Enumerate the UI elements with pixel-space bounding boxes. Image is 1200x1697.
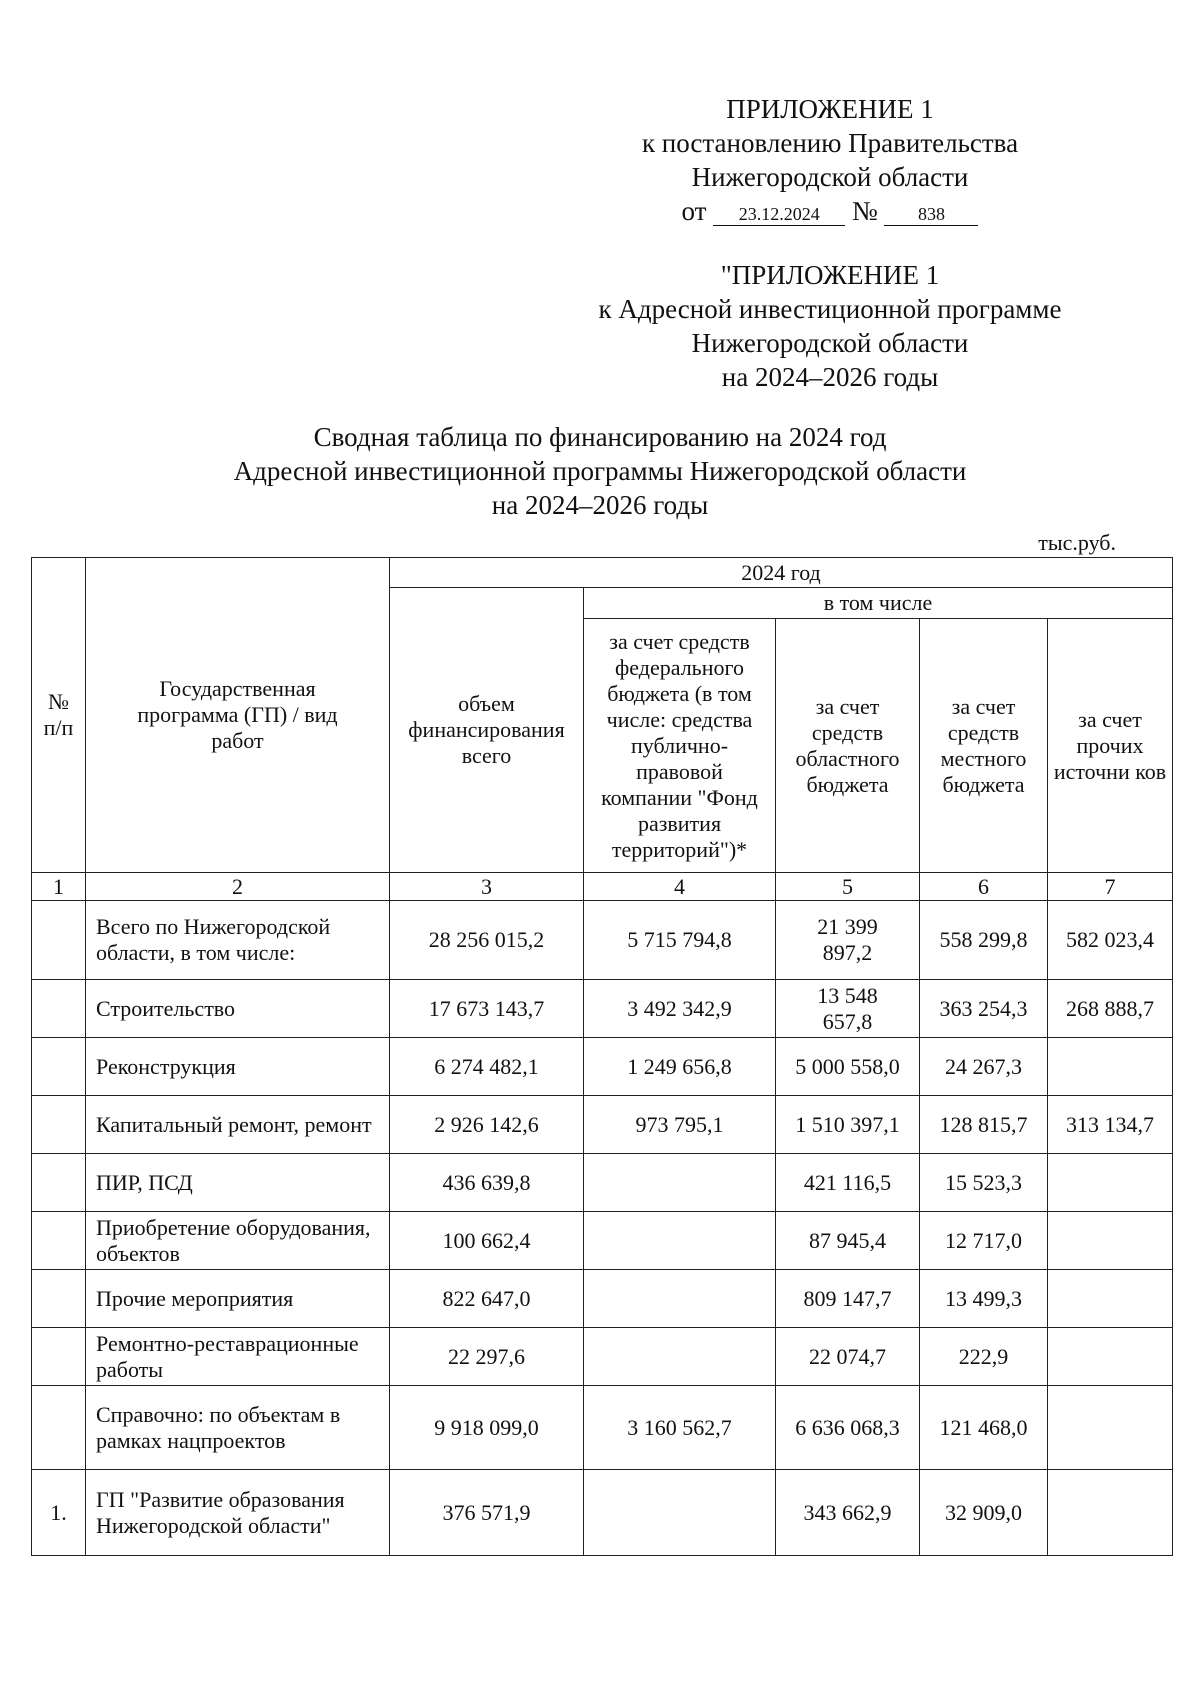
row-name: ГП "Развитие образования Нижегородской области"	[86, 1470, 390, 1556]
row-name: Прочие мероприятия	[86, 1270, 390, 1328]
decree-date: 23.12.2024	[713, 203, 845, 226]
cell-regional: 809 147,7	[776, 1270, 920, 1328]
cell-federal: 973 795,1	[584, 1096, 776, 1154]
row-num	[32, 980, 86, 1038]
row-num	[32, 1096, 86, 1154]
cell-regional: 343 662,9	[776, 1470, 920, 1556]
cell-local: 363 254,3	[920, 980, 1048, 1038]
cell-total: 100 662,4	[390, 1212, 584, 1270]
cell-local: 15 523,3	[920, 1154, 1048, 1212]
row-name: Строительство	[86, 980, 390, 1038]
cell-federal: 1 249 656,8	[584, 1038, 776, 1096]
table-row	[32, 1328, 1173, 1386]
appendix-title: ПРИЛОЖЕНИЕ 1	[726, 94, 934, 124]
decree-date-line	[560, 194, 1100, 228]
header-num: № п/п	[32, 558, 86, 873]
cell-regional: 5 000 558,0	[776, 1038, 920, 1096]
row-name: ПИР, ПСД	[86, 1154, 390, 1212]
header-other: за счет прочих источни ков	[1048, 619, 1173, 873]
program-appendix-title: "ПРИЛОЖЕНИЕ 1	[720, 260, 940, 290]
decree-line-1: к постановлению Правительства	[641, 128, 1019, 158]
cell-other: 582 023,4	[1048, 901, 1173, 980]
title-line-3: на 2024–2026 годы	[491, 490, 709, 520]
row-name: Ремонтно-реставрационные работы	[86, 1328, 390, 1386]
header-year: 2024 год	[390, 558, 1173, 588]
row-num	[32, 1270, 86, 1328]
col-number: 7	[1048, 873, 1173, 901]
cell-other: 313 134,7	[1048, 1096, 1173, 1154]
col-number: 5	[776, 873, 920, 901]
cell-other	[1048, 1328, 1173, 1386]
cell-local: 222,9	[920, 1328, 1048, 1386]
cell-other: 268 888,7	[1048, 980, 1173, 1038]
row-name: Всего по Нижегородской области, в том числе:	[86, 901, 390, 980]
col-number: 6	[920, 873, 1048, 901]
appendix-header	[560, 92, 1100, 228]
cell-other	[1048, 1212, 1173, 1270]
header-local: за счет средств местного бюджета	[920, 619, 1048, 873]
program-line-1: к Адресной инвестиционной программе	[598, 294, 1062, 324]
table-row	[32, 901, 1173, 980]
row-name: Капитальный ремонт, ремонт	[86, 1096, 390, 1154]
cell-total: 22 297,6	[390, 1328, 584, 1386]
table-row	[32, 1038, 1173, 1096]
cell-regional: 22 074,7	[776, 1328, 920, 1386]
header-total: объем финансирования всего	[390, 588, 584, 873]
table-row	[32, 1386, 1173, 1470]
row-num	[32, 1386, 86, 1470]
title-line-2: Адресной инвестиционной программы Нижегородской области	[233, 456, 967, 486]
cell-total: 6 274 482,1	[390, 1038, 584, 1096]
program-line-3: на 2024–2026 годы	[721, 362, 939, 392]
table-row	[32, 1096, 1173, 1154]
decree-number: 838	[884, 203, 978, 226]
row-name: Приобретение оборудования, объектов	[86, 1212, 390, 1270]
cell-local: 12 717,0	[920, 1212, 1048, 1270]
cell-federal: 3 492 342,9	[584, 980, 776, 1038]
number-sign: №	[851, 196, 878, 226]
decree-line-2: Нижегородской области	[691, 162, 969, 192]
row-name: Справочно: по объектам в рамках нацпроектов	[86, 1386, 390, 1470]
cell-federal	[584, 1154, 776, 1212]
cell-total: 9 918 099,0	[390, 1386, 584, 1470]
cell-other	[1048, 1386, 1173, 1470]
cell-federal: 3 160 562,7	[584, 1386, 776, 1470]
col-number: 3	[390, 873, 584, 901]
cell-federal	[584, 1212, 776, 1270]
cell-total: 436 639,8	[390, 1154, 584, 1212]
cell-total: 17 673 143,7	[390, 980, 584, 1038]
cell-local: 32 909,0	[920, 1470, 1048, 1556]
title-line-1: Сводная таблица по финансированию на 2024 год	[313, 422, 887, 452]
cell-regional: 87 945,4	[776, 1212, 920, 1270]
date-prefix: от	[681, 196, 707, 226]
table-row	[32, 1470, 1173, 1556]
cell-federal	[584, 1470, 776, 1556]
cell-federal: 5 715 794,8	[584, 901, 776, 980]
cell-local: 24 267,3	[920, 1038, 1048, 1096]
units-label: тыс.руб.	[1038, 530, 1116, 555]
cell-other	[1048, 1270, 1173, 1328]
header-program: Государственная программа (ГП) / вид работ	[86, 558, 390, 873]
cell-local: 558 299,8	[920, 901, 1048, 980]
col-number: 1	[32, 873, 86, 901]
row-num	[32, 1038, 86, 1096]
table-row	[32, 1212, 1173, 1270]
cell-local: 121 468,0	[920, 1386, 1048, 1470]
col-number: 4	[584, 873, 776, 901]
cell-other	[1048, 1038, 1173, 1096]
table-row	[32, 1270, 1173, 1328]
cell-federal	[584, 1328, 776, 1386]
col-number: 2	[86, 873, 390, 901]
row-num	[32, 901, 86, 980]
program-header	[560, 258, 1100, 394]
document-title	[0, 420, 1200, 522]
row-num: 1.	[32, 1470, 86, 1556]
cell-regional: 1 510 397,1	[776, 1096, 920, 1154]
cell-local: 13 499,3	[920, 1270, 1048, 1328]
row-num	[32, 1154, 86, 1212]
cell-regional: 6 636 068,3	[776, 1386, 920, 1470]
cell-total: 376 571,9	[390, 1470, 584, 1556]
cell-total: 822 647,0	[390, 1270, 584, 1328]
program-line-2: Нижегородской области	[691, 328, 969, 358]
cell-other	[1048, 1154, 1173, 1212]
header-including: в том числе	[584, 588, 1173, 619]
row-num	[32, 1212, 86, 1270]
table-row	[32, 980, 1173, 1038]
cell-other	[1048, 1470, 1173, 1556]
cell-regional: 13 548 657,8	[776, 980, 920, 1038]
table-row	[32, 1154, 1173, 1212]
row-num	[32, 1328, 86, 1386]
financing-table	[31, 557, 1173, 1556]
cell-total: 2 926 142,6	[390, 1096, 584, 1154]
header-federal: за счет средств федерального бюджета (в том числе: средства публично-правовой компании "Фонд развития территорий")*	[584, 619, 776, 873]
cell-total: 28 256 015,2	[390, 901, 584, 980]
header-regional: за счет средств областного бюджета	[776, 619, 920, 873]
cell-regional: 21 399 897,2	[776, 901, 920, 980]
cell-regional: 421 116,5	[776, 1154, 920, 1212]
cell-local: 128 815,7	[920, 1096, 1048, 1154]
row-name: Реконструкция	[86, 1038, 390, 1096]
cell-federal	[584, 1270, 776, 1328]
